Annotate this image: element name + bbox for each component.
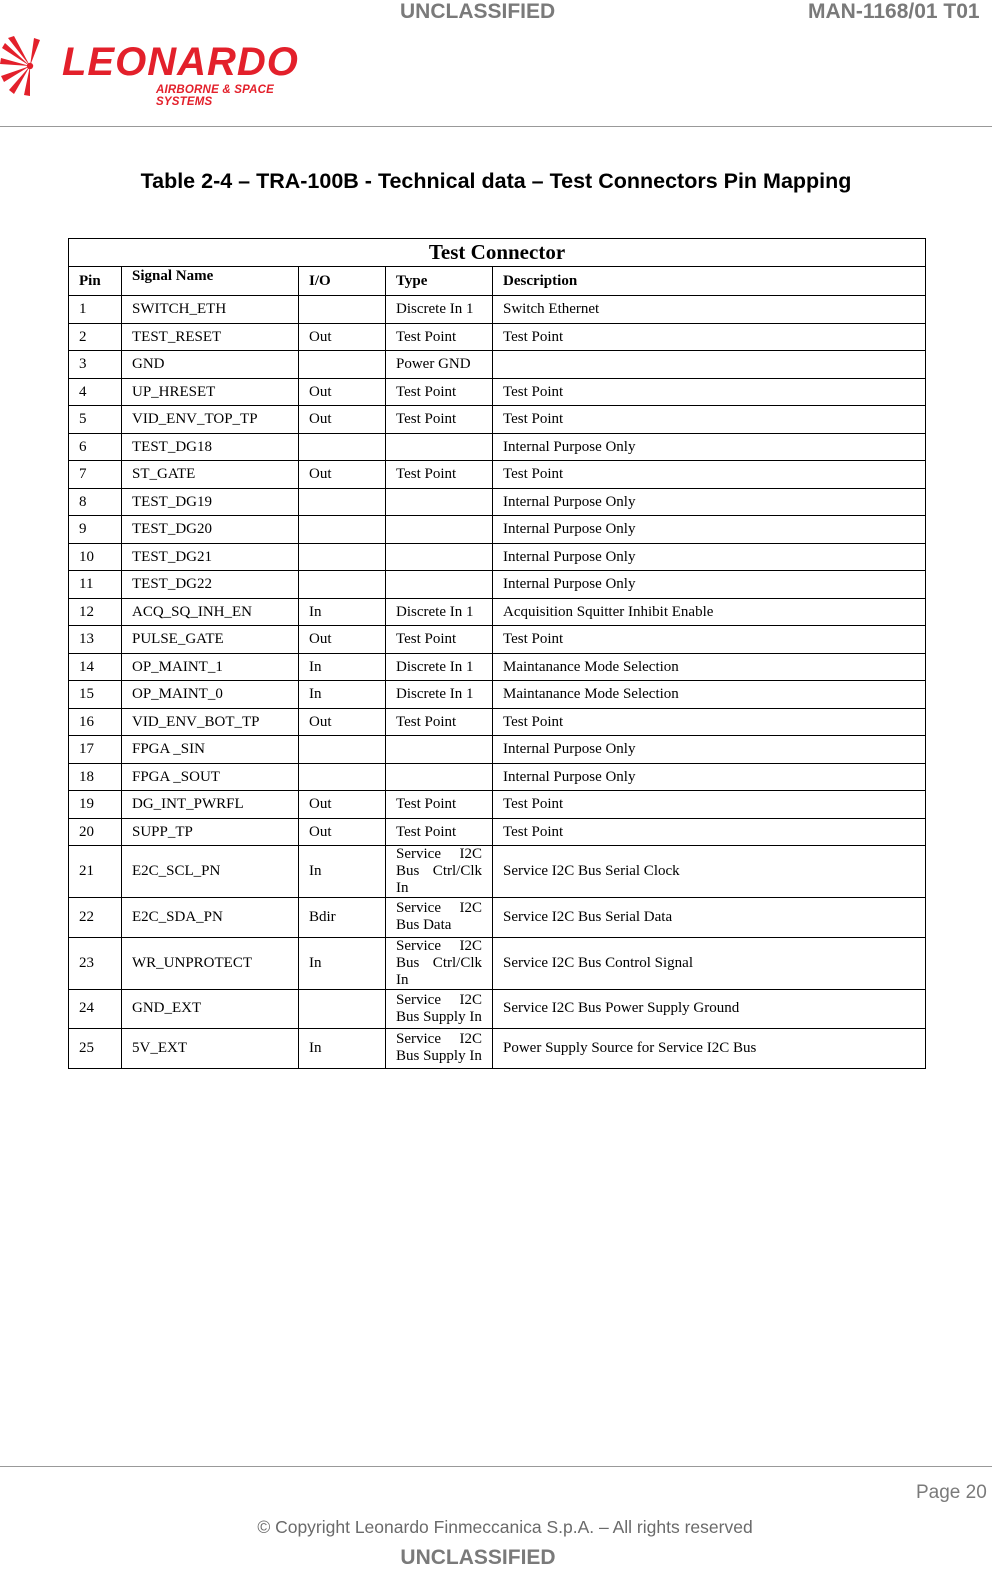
column-header-row xyxy=(69,267,926,296)
signal-name-cell: TEST_DG22 xyxy=(122,571,299,599)
description-cell: Test Point xyxy=(493,461,926,489)
type-cell xyxy=(386,571,493,599)
column-header: Pin xyxy=(69,267,122,296)
table-row xyxy=(69,818,926,846)
pin-cell: 9 xyxy=(69,516,122,544)
signal-name-cell: PULSE_GATE xyxy=(122,626,299,654)
pin-cell: 22 xyxy=(69,898,122,938)
pin-cell: 5 xyxy=(69,406,122,434)
description-cell: Power Supply Source for Service I2C Bus xyxy=(493,1029,926,1069)
io-cell xyxy=(299,989,386,1029)
io-cell: Out xyxy=(299,323,386,351)
pin-cell: 3 xyxy=(69,351,122,379)
signal-name-cell: VID_ENV_TOP_TP xyxy=(122,406,299,434)
io-cell xyxy=(299,543,386,571)
leonardo-swirl-icon xyxy=(0,34,62,98)
signal-name-cell: TEST_DG21 xyxy=(122,543,299,571)
type-cell: Test Point xyxy=(386,378,493,406)
column-header: I/O xyxy=(299,267,386,296)
type-cell xyxy=(386,433,493,461)
column-header: Type xyxy=(386,267,493,296)
table-row xyxy=(69,461,926,489)
pin-cell: 19 xyxy=(69,791,122,819)
type-cell: Discrete In 1 xyxy=(386,598,493,626)
signal-name-cell: TEST_DG19 xyxy=(122,488,299,516)
io-cell xyxy=(299,433,386,461)
type-cell xyxy=(386,543,493,571)
io-cell: Out xyxy=(299,791,386,819)
type-cell xyxy=(386,736,493,764)
table-row xyxy=(69,626,926,654)
type-cell: Discrete In 1 xyxy=(386,681,493,709)
column-header: Signal Name xyxy=(122,267,299,296)
table-row xyxy=(69,791,926,819)
io-cell xyxy=(299,516,386,544)
description-cell: Acquisition Squitter Inhibit Enable xyxy=(493,598,926,626)
signal-name-cell: SUPP_TP xyxy=(122,818,299,846)
io-cell: In xyxy=(299,653,386,681)
signal-name-cell: TEST_DG18 xyxy=(122,433,299,461)
document-number: MAN-1168/01 T01 xyxy=(808,0,980,23)
table-row xyxy=(69,736,926,764)
signal-name-cell: DG_INT_PWRFL xyxy=(122,791,299,819)
type-cell xyxy=(386,763,493,791)
type-cell: Service I2C Bus Ctrl/Clk In xyxy=(386,846,493,898)
type-cell: Discrete In 1 xyxy=(386,653,493,681)
io-cell: Out xyxy=(299,406,386,434)
description-cell: Test Point xyxy=(493,818,926,846)
description-cell: Internal Purpose Only xyxy=(493,763,926,791)
table-row xyxy=(69,708,926,736)
footer-classification: UNCLASSIFIED xyxy=(400,1546,556,1569)
type-cell: Test Point xyxy=(386,406,493,434)
io-cell xyxy=(299,351,386,379)
description-cell: Internal Purpose Only xyxy=(493,571,926,599)
description-cell: Test Point xyxy=(493,708,926,736)
table-row xyxy=(69,296,926,324)
logo-wordmark: LEONARDO xyxy=(62,40,299,84)
pin-cell: 21 xyxy=(69,846,122,898)
type-cell: Power GND xyxy=(386,351,493,379)
signal-name-cell: GND xyxy=(122,351,299,379)
type-cell: Service I2C Bus Supply In xyxy=(386,1029,493,1069)
table-row xyxy=(69,598,926,626)
io-cell: Out xyxy=(299,626,386,654)
table-row xyxy=(69,571,926,599)
pin-cell: 11 xyxy=(69,571,122,599)
signal-name-cell: FPGA _SOUT xyxy=(122,763,299,791)
signal-name-cell: E2C_SDA_PN xyxy=(122,898,299,938)
description-cell xyxy=(493,351,926,379)
description-cell: Internal Purpose Only xyxy=(493,488,926,516)
pin-cell: 13 xyxy=(69,626,122,654)
io-cell xyxy=(299,571,386,599)
type-cell: Test Point xyxy=(386,818,493,846)
table-row xyxy=(69,1029,926,1069)
type-cell: Service I2C Bus Data xyxy=(386,898,493,938)
table-row xyxy=(69,681,926,709)
pin-cell: 4 xyxy=(69,378,122,406)
header-divider xyxy=(0,126,992,127)
table-row xyxy=(69,898,926,938)
description-cell: Maintanance Mode Selection xyxy=(493,653,926,681)
pin-cell: 12 xyxy=(69,598,122,626)
type-cell: Test Point xyxy=(386,708,493,736)
io-cell: Bdir xyxy=(299,898,386,938)
table-caption: Table 2-4 – TRA-100B - Technical data – Test Connectors Pin Mapping xyxy=(140,169,852,193)
pin-cell: 18 xyxy=(69,763,122,791)
pin-cell: 14 xyxy=(69,653,122,681)
description-cell: Service I2C Bus Power Supply Ground xyxy=(493,989,926,1029)
type-cell: Test Point xyxy=(386,323,493,351)
io-cell: Out xyxy=(299,378,386,406)
type-cell: Service I2C Bus Ctrl/Clk In xyxy=(386,937,493,989)
type-cell: Test Point xyxy=(386,791,493,819)
table-row xyxy=(69,516,926,544)
pin-cell: 8 xyxy=(69,488,122,516)
description-cell: Test Point xyxy=(493,626,926,654)
column-header: Description xyxy=(493,267,926,296)
description-cell: Test Point xyxy=(493,378,926,406)
io-cell: Out xyxy=(299,461,386,489)
io-cell: In xyxy=(299,937,386,989)
description-cell: Internal Purpose Only xyxy=(493,516,926,544)
description-cell: Test Point xyxy=(493,323,926,351)
description-cell: Service I2C Bus Serial Data xyxy=(493,898,926,938)
io-cell: In xyxy=(299,1029,386,1069)
logo-subtitle: AIRBORNE & SPACE SYSTEMS xyxy=(156,84,274,108)
type-cell: Discrete In 1 xyxy=(386,296,493,324)
signal-name-cell: GND_EXT xyxy=(122,989,299,1029)
io-cell: Out xyxy=(299,708,386,736)
io-cell xyxy=(299,488,386,516)
io-cell: In xyxy=(299,681,386,709)
signal-name-cell: 5V_EXT xyxy=(122,1029,299,1069)
io-cell: Out xyxy=(299,818,386,846)
table-row xyxy=(69,989,926,1029)
footer-divider xyxy=(0,1466,992,1467)
signal-name-cell: ACQ_SQ_INH_EN xyxy=(122,598,299,626)
table-row xyxy=(69,351,926,379)
signal-name-cell: TEST_DG20 xyxy=(122,516,299,544)
page-number: Page 20 xyxy=(916,1482,987,1503)
description-cell: Switch Ethernet xyxy=(493,296,926,324)
signal-name-cell: OP_MAINT_0 xyxy=(122,681,299,709)
table-row xyxy=(69,378,926,406)
pin-cell: 23 xyxy=(69,937,122,989)
description-cell: Test Point xyxy=(493,791,926,819)
description-cell: Internal Purpose Only xyxy=(493,543,926,571)
signal-name-cell: FPGA _SIN xyxy=(122,736,299,764)
table-row xyxy=(69,846,926,898)
signal-name-cell: E2C_SCL_PN xyxy=(122,846,299,898)
type-cell: Service I2C Bus Supply In xyxy=(386,989,493,1029)
signal-name-cell: VID_ENV_BOT_TP xyxy=(122,708,299,736)
signal-name-cell: WR_UNPROTECT xyxy=(122,937,299,989)
pin-cell: 17 xyxy=(69,736,122,764)
io-cell xyxy=(299,763,386,791)
description-cell: Service I2C Bus Serial Clock xyxy=(493,846,926,898)
io-cell xyxy=(299,736,386,764)
pin-cell: 24 xyxy=(69,989,122,1029)
header-classification: UNCLASSIFIED xyxy=(400,0,556,23)
description-cell: Internal Purpose Only xyxy=(493,736,926,764)
table-row xyxy=(69,406,926,434)
copyright-notice: © Copyright Leonardo Finmeccanica S.p.A. – All rights reserved xyxy=(257,1517,753,1537)
signal-name-cell: TEST_RESET xyxy=(122,323,299,351)
pin-cell: 25 xyxy=(69,1029,122,1069)
io-cell: In xyxy=(299,846,386,898)
signal-name-cell: SWITCH_ETH xyxy=(122,296,299,324)
table-row xyxy=(69,488,926,516)
description-cell: Internal Purpose Only xyxy=(493,433,926,461)
table-title: Test Connector xyxy=(69,239,926,267)
type-cell xyxy=(386,516,493,544)
io-cell xyxy=(299,296,386,324)
type-cell: Test Point xyxy=(386,626,493,654)
table-row xyxy=(69,763,926,791)
pin-cell: 20 xyxy=(69,818,122,846)
signal-name-cell: ST_GATE xyxy=(122,461,299,489)
company-logo xyxy=(0,32,330,108)
pin-cell: 10 xyxy=(69,543,122,571)
pin-cell: 7 xyxy=(69,461,122,489)
signal-name-cell: OP_MAINT_1 xyxy=(122,653,299,681)
pin-cell: 1 xyxy=(69,296,122,324)
description-cell: Service I2C Bus Control Signal xyxy=(493,937,926,989)
description-cell: Test Point xyxy=(493,406,926,434)
table-row xyxy=(69,653,926,681)
pin-cell: 2 xyxy=(69,323,122,351)
type-cell: Test Point xyxy=(386,461,493,489)
table-row xyxy=(69,937,926,989)
pin-cell: 6 xyxy=(69,433,122,461)
description-cell: Maintanance Mode Selection xyxy=(493,681,926,709)
pin-cell: 16 xyxy=(69,708,122,736)
type-cell xyxy=(386,488,493,516)
signal-name-cell: UP_HRESET xyxy=(122,378,299,406)
pin-mapping-table xyxy=(68,238,926,1069)
table-row xyxy=(69,543,926,571)
io-cell: In xyxy=(299,598,386,626)
pin-cell: 15 xyxy=(69,681,122,709)
table-row xyxy=(69,433,926,461)
table-row xyxy=(69,323,926,351)
